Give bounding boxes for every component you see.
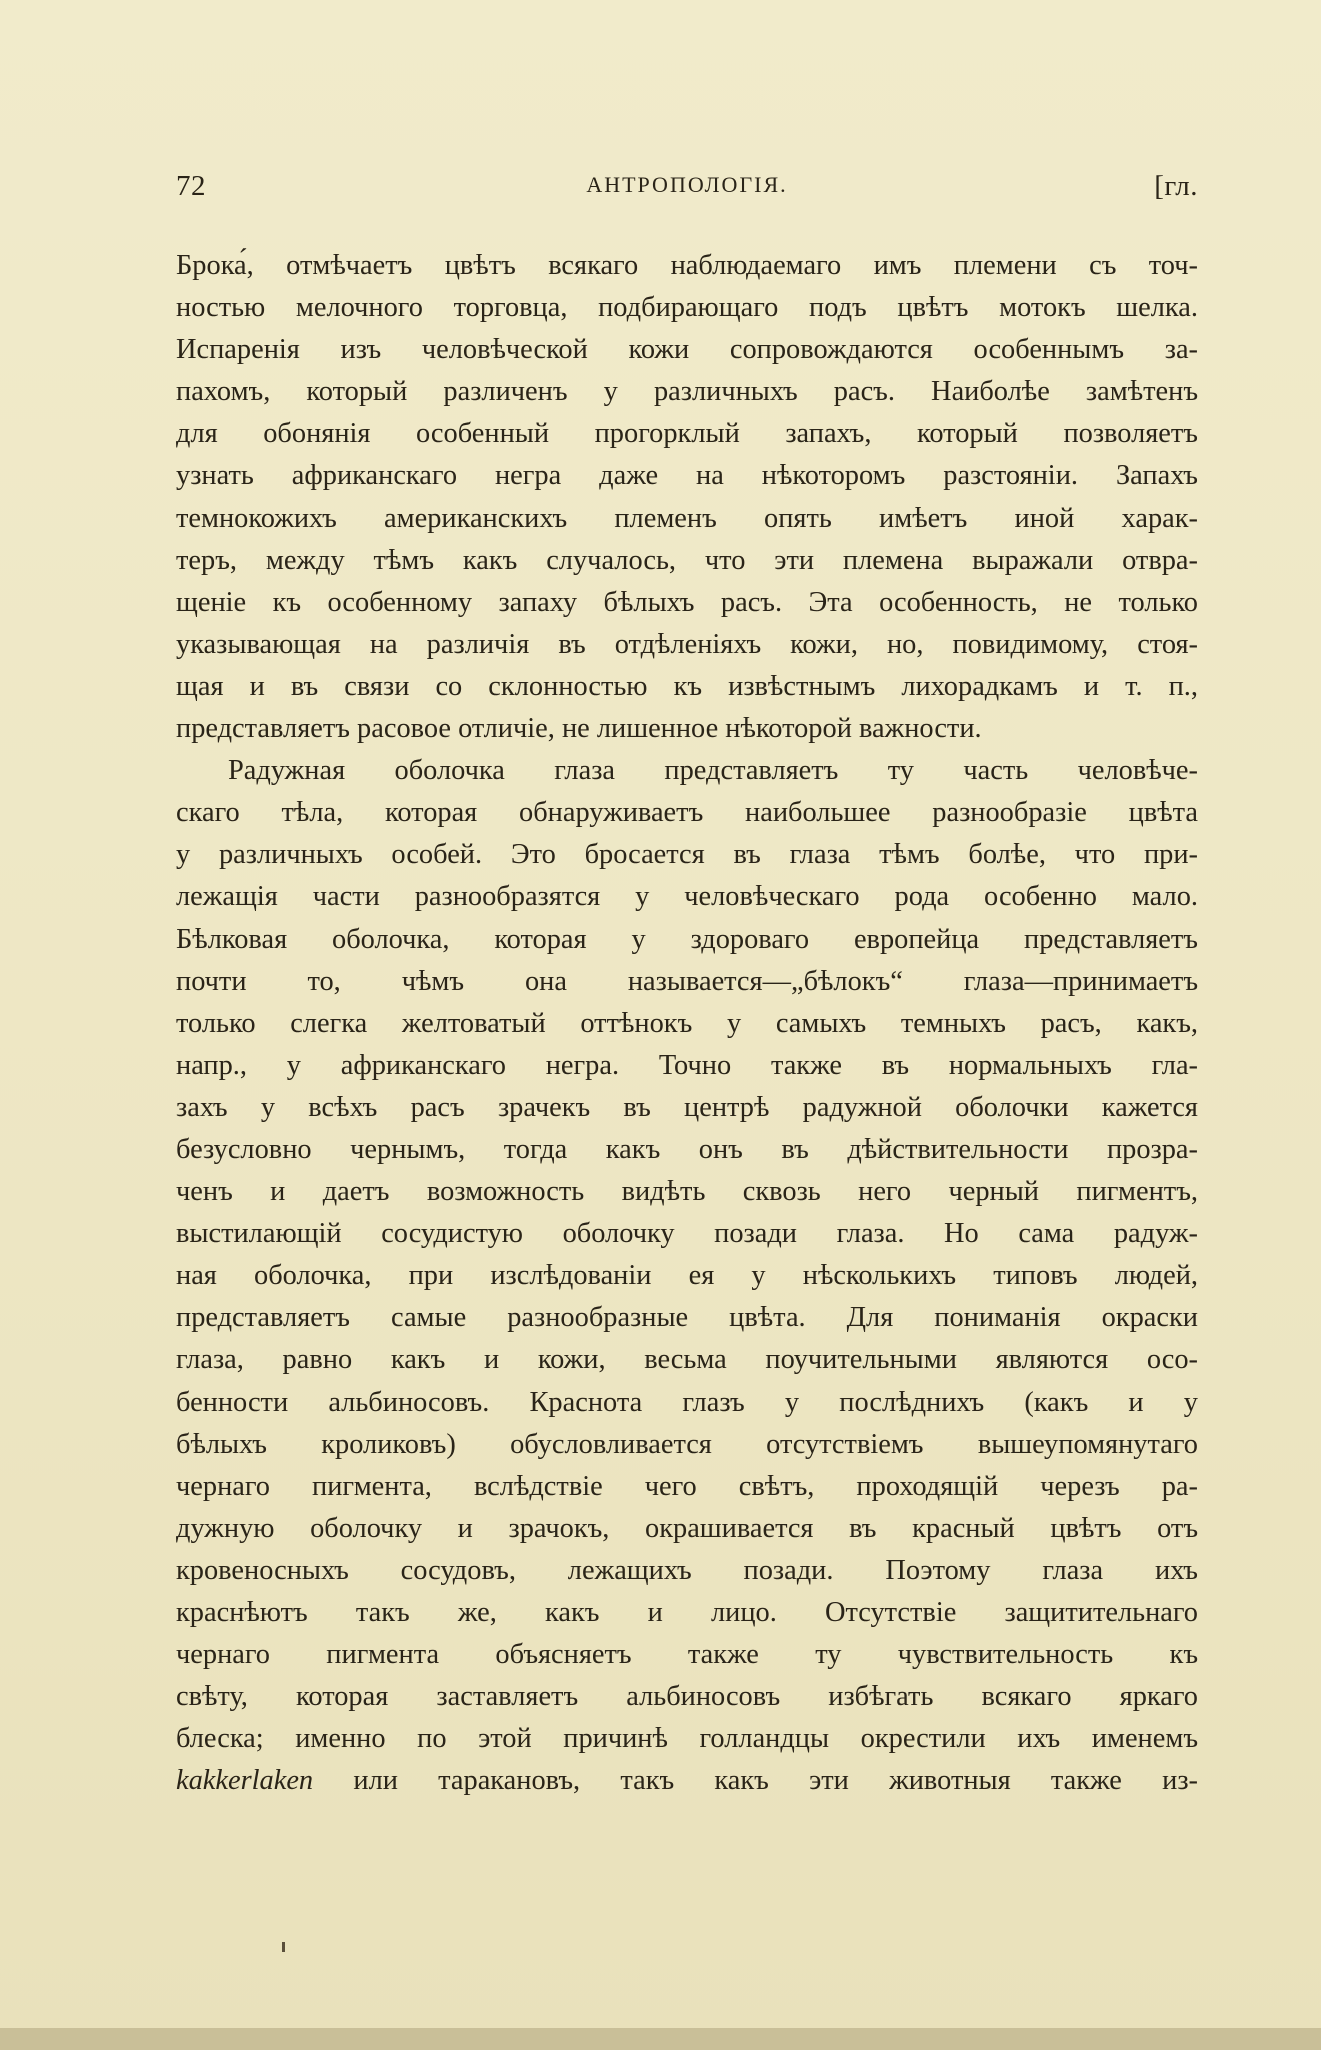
text-line: чернаго пигмента объясняетъ также ту чувствительность къ <box>176 1639 1198 1671</box>
text-line: бѣлыхъ кроликовъ) обусловливается отсутствіемъ вышеупомянутаго <box>176 1428 1198 1460</box>
page-edge-shadow <box>0 2028 1321 2050</box>
text-line: выстилающій сосудистую оболочку позади глаза. Но сама радуж- <box>176 1218 1198 1250</box>
italic-word: kakkerlaken <box>176 1765 314 1797</box>
text-line <box>176 1760 1198 1802</box>
text-line: щеніе къ особенному запаху бѣлыхъ расъ. Эта особенность, не только <box>176 586 1198 618</box>
page-number: 72 <box>176 170 206 202</box>
text-line: пахомъ, который различенъ у различныхъ расъ. Наиболѣе замѣтенъ <box>176 376 1198 408</box>
text-line: представляетъ расовое отличіе, не лишенное нѣкоторой важности. <box>176 713 982 745</box>
text-line: Испаренія изъ человѣческой кожи сопровождаются особеннымъ за- <box>176 334 1198 366</box>
text-line: ченъ и даетъ возможность видѣть сквозь него черный пигментъ, <box>176 1176 1198 1208</box>
text-line: только слегка желтоватый оттѣнокъ у самыхъ темныхъ расъ, какъ, <box>176 1007 1198 1039</box>
text-line: узнать африканскаго негра даже на нѣкоторомъ разстояніи. Запахъ <box>176 460 1198 492</box>
text-line: бенности альбиносовъ. Краснота глазъ у послѣднихъ (какъ и у <box>176 1386 1198 1418</box>
text-line: представляетъ самые разнообразные цвѣта. Для пониманія окраски <box>176 1302 1198 1334</box>
print-speck <box>282 1942 285 1952</box>
body-text <box>176 245 1198 1802</box>
running-title: АНТРОПОЛОГІЯ. <box>586 172 788 197</box>
text-line: захъ у всѣхъ расъ зрачекъ въ центрѣ радужной оболочки кажется <box>176 1091 1198 1123</box>
text-line: Радужная оболочка глаза представляетъ ту часть человѣче- <box>228 755 1198 787</box>
running-header <box>176 170 1198 214</box>
chapter-mark: [гл. <box>1154 170 1198 202</box>
text-line: дужную оболочку и зрачокъ, окрашивается въ красный цвѣтъ отъ <box>176 1512 1198 1544</box>
text-line: почти то, чѣмъ она называется—„бѣлокъ“ глаза—принимаетъ <box>176 965 1198 997</box>
text-line: указывающая на различія въ отдѣленіяхъ кожи, но, повидимому, стоя- <box>176 628 1198 660</box>
text-line: для обонянія особенный прогорклый запахъ, который позволяетъ <box>176 418 1198 450</box>
text-line: безусловно чернымъ, тогда какъ онъ въ дѣйствительности прозра- <box>176 1133 1198 1165</box>
text-line: чернаго пигмента, вслѣдствіе чего свѣтъ, проходящій черезъ ра- <box>176 1470 1198 1502</box>
text-line: Брока́, отмѣчаетъ цвѣтъ всякаго наблюдаемаго имъ племени съ точ- <box>176 250 1198 281</box>
text-line: напр., у африканскаго негра. Точно также въ нормальныхъ гла- <box>176 1049 1198 1081</box>
text-line: скаго тѣла, которая обнаруживаетъ наибольшее разнообразіе цвѣта <box>176 797 1198 829</box>
text-line: у различныхъ особей. Это бросается въ глаза тѣмъ болѣе, что при- <box>176 839 1198 871</box>
text-line: блеска; именно по этой причинѣ голландцы окрестили ихъ именемъ <box>176 1723 1198 1755</box>
text-line: ная оболочка, при изслѣдованіи ея у нѣсколькихъ типовъ людей, <box>176 1260 1198 1292</box>
text-line: глаза, равно какъ и кожи, весьма поучительными являются осо- <box>176 1344 1198 1376</box>
text-line: ностью мелочного торговца, подбирающаго подъ цвѣтъ мотокъ шелка. <box>176 292 1198 324</box>
text-line: краснѣютъ такъ же, какъ и лицо. Отсутствіе защитительнаго <box>176 1597 1198 1628</box>
text-line: свѣту, которая заставляетъ альбиносовъ избѣгать всякаго яркаго <box>176 1681 1198 1713</box>
text-line: щая и въ связи со склонностью къ извѣстнымъ лихорадкамъ и т. п., <box>176 670 1198 702</box>
text-line: темнокожихъ американскихъ племенъ опять имѣетъ иной харак- <box>176 502 1198 534</box>
text-line: Бѣлковая оболочка, которая у здороваго европейца представляетъ <box>176 923 1198 955</box>
text-line: теръ, между тѣмъ какъ случалось, что эти племена выражали отвра- <box>176 544 1198 576</box>
text-line: лежащія части разнообразятся у человѣческаго рода особенно мало. <box>176 881 1198 913</box>
text-line-rest: или таракановъ, такъ какъ эти животныя также из- <box>313 1765 1198 1797</box>
text-line: кровеносныхъ сосудовъ, лежащихъ позади. Поэтому глаза ихъ <box>176 1554 1198 1586</box>
